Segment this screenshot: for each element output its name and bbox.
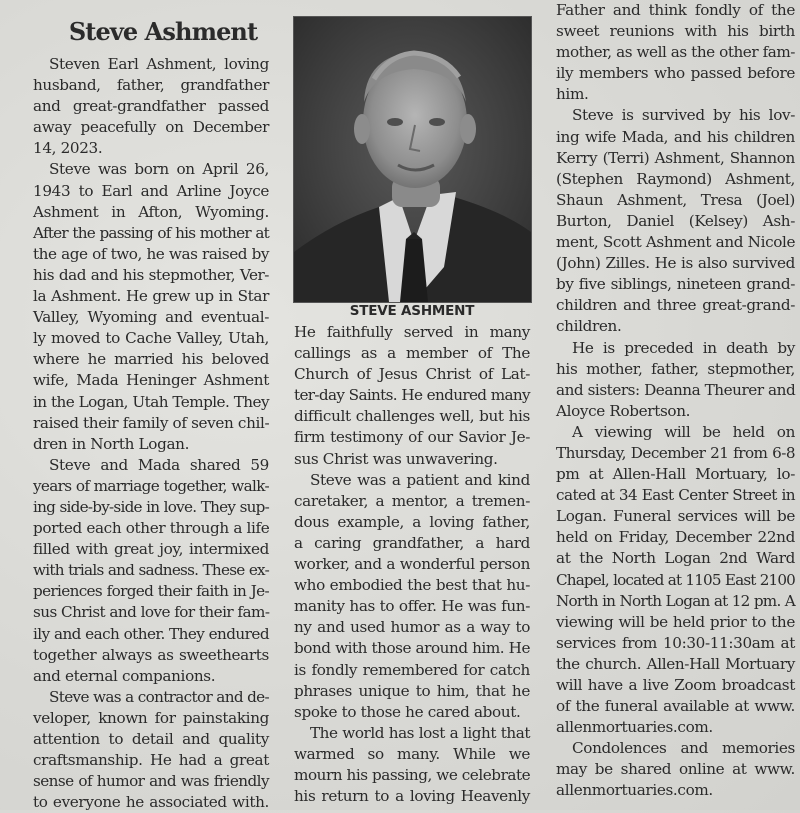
text-line: allenmortuaries.com. (556, 718, 713, 737)
text-line: in the Logan, Utah Temple. They (33, 392, 269, 411)
text-line: his mother, father, stepmother, (556, 359, 795, 378)
text-line: cated at 34 East Center Street in (556, 486, 795, 505)
text-line: is fondly remembered for catch (294, 660, 530, 679)
text-line: Steve is survived by his lov- (572, 106, 795, 125)
column-3-text (556, 0, 795, 802)
text-line: of the funeral available at www. (556, 697, 795, 716)
text-line: allenmortuaries.com. (556, 781, 713, 800)
text-line: Kerry (Terri) Ashment, Shannon (556, 148, 795, 167)
text-line: ment, Scott Ashment and Nicole (556, 233, 796, 252)
portrait-image (294, 17, 531, 302)
text-line: phrases unique to him, that he (294, 681, 530, 700)
column-1 (33, 0, 269, 813)
text-line: Steve was born on April 26, (49, 160, 269, 179)
text-line: ny and used humor as a way to (294, 618, 530, 637)
obituary-paragraph (33, 455, 269, 687)
text-line: away peacefully on December (33, 118, 269, 137)
text-line: la Ashment. He grew up in Star (33, 287, 269, 306)
text-line: warmed so many. While we (294, 744, 530, 763)
text-line: will have a live Zoom broadcast (556, 676, 795, 694)
text-line: raised their family of seven chil- (33, 413, 270, 432)
obituary-paragraph (33, 159, 269, 454)
text-line: caretaker, a mentor, a tremen- (294, 491, 530, 510)
obituary-title: Steve Ashment (68, 17, 258, 46)
text-line: After the passing of his mother at (33, 223, 269, 242)
text-line: at the North Logan 2nd Ward (556, 549, 795, 568)
text-line: He faithfully served in many (294, 323, 530, 341)
text-line: Ashment in Afton, Wyoming. (33, 202, 269, 221)
text-line: his dad and his stepmother, Ver- (33, 265, 269, 284)
text-line: and eternal companions. (33, 666, 216, 685)
text-line: Condolences and memories (572, 739, 795, 758)
text-line: filled with great joy, intermixed (33, 540, 269, 559)
text-line: husband, father, grandfather (33, 76, 269, 95)
text-line: the church. Allen-Hall Mortuary (556, 654, 795, 673)
text-line: (John) Zilles. He is also survived (556, 254, 795, 273)
text-line: with trials and sadness. These ex- (33, 561, 269, 580)
text-line: to everyone he associated with. (33, 793, 269, 812)
text-line: Logan. Funeral services will be (556, 507, 795, 526)
text-line: services from 10:30-11:30am at (556, 633, 795, 652)
obituary-paragraph (556, 0, 795, 105)
text-line: children. (556, 317, 622, 336)
text-line: North in North Logan at 12 pm. A (556, 591, 795, 610)
text-line: who embodied the best that hu- (294, 576, 530, 595)
text-line: may be shared online at www. (556, 760, 795, 779)
text-line: sense of humor and was friendly (33, 772, 269, 791)
text-line: sus Christ was unwavering. (294, 449, 498, 468)
text-line: ily members who passed before (556, 64, 795, 83)
text-line: dous example, a loving father, (294, 512, 530, 531)
text-line: a caring grandfather, a hard (294, 533, 530, 552)
text-line: Father and think fondly of the (556, 1, 795, 19)
text-line: children and three great-grand- (556, 296, 795, 315)
text-line: his return to a loving Heavenly (294, 787, 530, 806)
text-line: The world has lost a light that (310, 723, 530, 742)
text-line: mourn his passing, we celebrate (294, 765, 531, 784)
text-line: ing wife Mada, and his children (556, 127, 795, 146)
text-line: years of marriage together, walk- (33, 476, 269, 495)
text-line: ily and each other. They endured (33, 624, 269, 643)
text-line: the age of two, he was raised by (33, 244, 269, 263)
text-line: ly moved to Cache Valley, Utah, (33, 329, 269, 348)
obituary-paragraph (556, 422, 795, 738)
text-line: Aloyce Robertson. (556, 401, 691, 420)
text-line: (Stephen Raymond) Ashment, (556, 169, 795, 188)
obituary-paragraph (294, 322, 530, 470)
obituary-paragraph (556, 338, 795, 422)
text-line: where he married his beloved (33, 350, 269, 369)
text-line: and great-grandfather passed (33, 97, 269, 116)
text-line: Thursday, December 21 from 6-8 (556, 443, 795, 462)
obituary-paragraph (33, 687, 269, 813)
text-line: He is preceded in death by (572, 338, 795, 357)
text-line: together always as sweethearts (33, 645, 269, 664)
text-line: manity has to offer. He was fun- (294, 597, 530, 616)
text-line: firm testimony of our Savior Je- (294, 428, 530, 447)
text-line: A viewing will be held on (572, 422, 795, 441)
text-line: veloper, known for painstaking (33, 708, 269, 727)
text-line: Steve and Mada shared 59 (49, 455, 269, 474)
obituary-paragraph (294, 470, 530, 723)
text-line: pm at Allen-Hall Mortuary, lo- (556, 465, 795, 484)
obituary-paragraph (556, 105, 795, 337)
text-line: and sisters: Deanna Theurer and (556, 380, 796, 399)
portrait-photo (293, 16, 532, 303)
obituary-paragraph (33, 54, 269, 159)
text-line: viewing will be held prior to the (556, 612, 795, 631)
text-line: bond with those around him. He (294, 639, 530, 658)
obituary-paragraph (294, 723, 530, 807)
text-line: ing side-by-side in love. They sup- (33, 497, 269, 516)
text-line: mother, as well as the other fam- (556, 43, 795, 62)
text-line: spoke to those he cared about. (294, 702, 521, 721)
text-line: Chapel, located at 1105 East 2100 (556, 570, 795, 589)
text-line: 1943 to Earl and Arline Joyce (33, 181, 269, 200)
column-3 (556, 0, 795, 802)
text-line: him. (556, 85, 589, 104)
photo-caption: STEVE ASHMENT (349, 303, 475, 319)
text-line: craftsmanship. He had a great (33, 751, 269, 770)
text-line: callings as a member of The (294, 344, 530, 363)
text-line: Steve was a contractor and de- (49, 687, 269, 706)
text-line: dren in North Logan. (33, 434, 190, 453)
text-line: Church of Jesus Christ of Lat- (294, 365, 530, 384)
column-1-text (33, 54, 269, 813)
text-line: 14, 2023. (33, 139, 103, 158)
text-line: by five siblings, nineteen grand- (556, 275, 795, 294)
text-line: ter-day Saints. He endured many (294, 386, 530, 405)
column-2-text (294, 322, 530, 807)
text-line: held on Friday, December 22nd (556, 528, 795, 547)
text-line: wife, Mada Heninger Ashment (33, 371, 269, 390)
obituary-paragraph (556, 738, 795, 801)
text-line: Burton, Daniel (Kelsey) Ash- (556, 211, 795, 230)
text-line: sus Christ and love for their fam- (33, 603, 270, 622)
text-line: Valley, Wyoming and eventual- (33, 308, 269, 327)
text-line: Steve was a patient and kind (310, 470, 530, 489)
text-line: difficult challenges well, but his (294, 407, 530, 426)
text-line: sweet reunions with his birth (556, 22, 795, 41)
text-line: worker, and a wonderful person (294, 555, 530, 574)
text-line: Shaun Ashment, Tresa (Joel) (556, 190, 795, 209)
text-line: ported each other through a life (33, 519, 270, 538)
text-line: Steven Earl Ashment, loving (49, 55, 269, 73)
text-line: attention to detail and quality (33, 730, 269, 748)
text-line: periences forged their faith in Je- (33, 582, 269, 601)
